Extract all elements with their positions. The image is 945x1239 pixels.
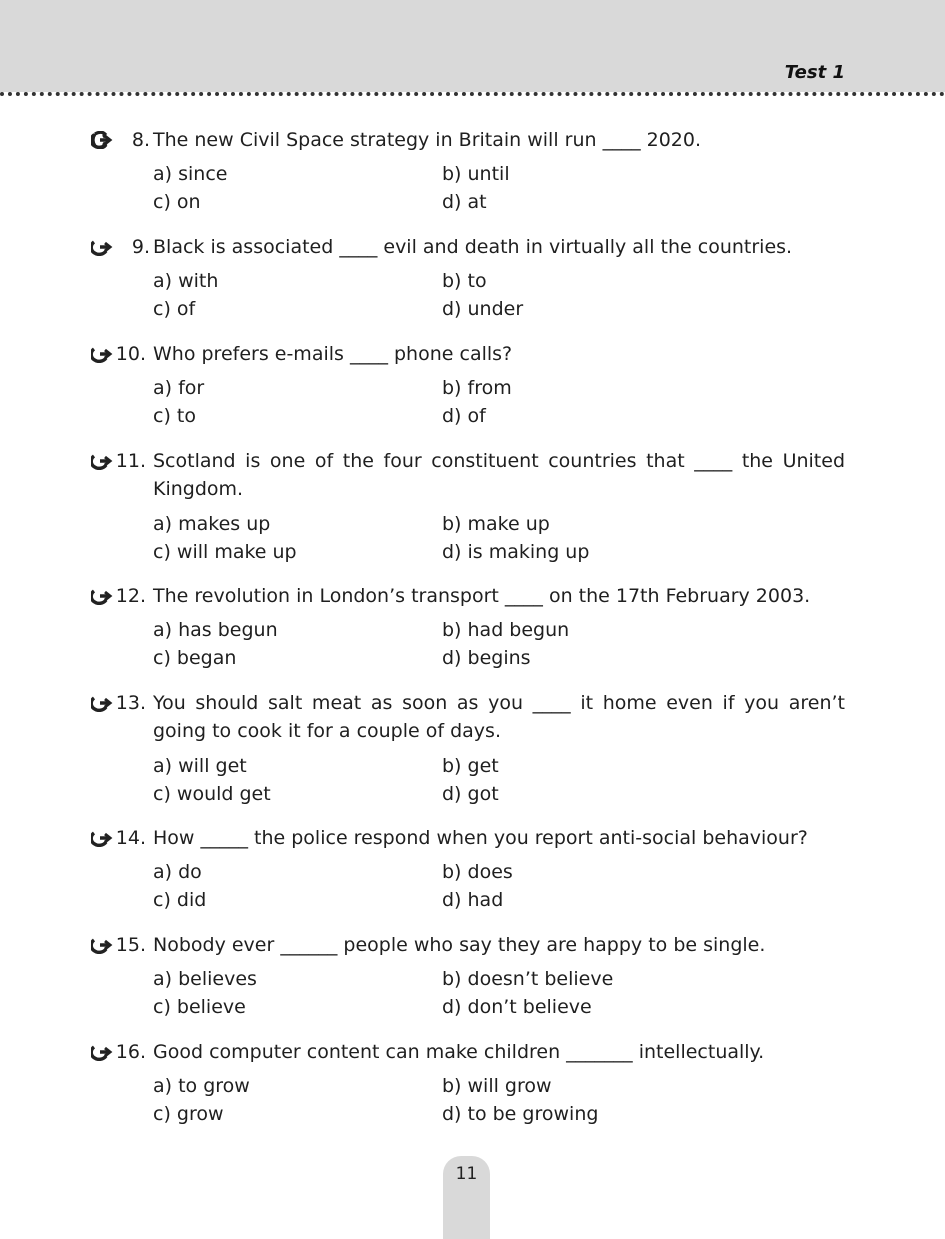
option-c: c) believe [153,996,246,1018]
option-d: d) under [442,298,524,320]
option-b: b) will grow [442,1075,552,1097]
option-c: c) would get [153,783,271,805]
option-c: c) did [153,889,207,911]
option-a: a) with [153,270,219,292]
option-a: a) to grow [153,1075,250,1097]
option-a: a) since [153,163,228,185]
option-d: d) begins [442,647,531,669]
option-d: d) got [442,783,499,805]
question-number: 13. [115,692,146,714]
option-c: c) of [153,298,196,320]
page-number: 11 [455,1164,478,1184]
option-c: c) to [153,405,196,427]
option-d: d) to be growing [442,1103,599,1125]
option-b: b) to [442,270,487,292]
option-b: b) does [442,861,513,883]
question-text: Good computer content can make children _______ intellectually. [153,1041,765,1063]
question-number: 12. [115,585,146,607]
question-text: Scotland is one of the four constituent countries that ____ the United Kingdom. [153,450,845,500]
question-number: 8. [131,129,150,151]
option-b: b) from [442,377,512,399]
option-c: c) grow [153,1103,224,1125]
question-number: 9. [131,236,150,258]
option-a: a) makes up [153,513,271,535]
option-c: c) on [153,191,201,213]
option-b: b) until [442,163,510,185]
question-text: The new Civil Space strategy in Britain will run ____ 2020. [153,129,702,151]
dotted-divider [0,92,945,96]
option-d: d) had [442,889,504,911]
question-text: You should salt meat as soon as you ____ it home even if you aren’t going to cook it for a couple of days. [153,692,845,742]
question-number: 11. [115,450,146,472]
test-label: Test 1 [784,62,845,83]
option-b: b) make up [442,513,550,535]
question-number: 16. [115,1041,146,1063]
question-text: How _____ the police respond when you report anti-social behaviour? [153,827,808,849]
option-a: a) has begun [153,619,278,641]
option-c: c) began [153,647,237,669]
option-a: a) will get [153,755,247,777]
question-text: Black is associated ____ evil and death in virtually all the countries. [153,236,793,258]
option-a: a) do [153,861,202,883]
question-number: 10. [115,343,146,365]
question-number: 14. [115,827,146,849]
option-d: d) of [442,405,486,427]
question-text: Who prefers e-mails ____ phone calls? [153,343,513,365]
option-d: d) at [442,191,487,213]
option-a: a) for [153,377,205,399]
option-c: c) will make up [153,541,297,563]
option-d: d) is making up [442,541,590,563]
option-b: b) doesn’t believe [442,968,614,990]
option-d: d) don’t believe [442,996,592,1018]
option-b: b) get [442,755,499,777]
question-text: The revolution in London’s transport ____ on the 17th February 2003. [153,585,811,607]
option-b: b) had begun [442,619,570,641]
question-text: Nobody ever ______ people who say they are happy to be single. [153,934,766,956]
question-number: 15. [115,934,146,956]
option-a: a) believes [153,968,257,990]
